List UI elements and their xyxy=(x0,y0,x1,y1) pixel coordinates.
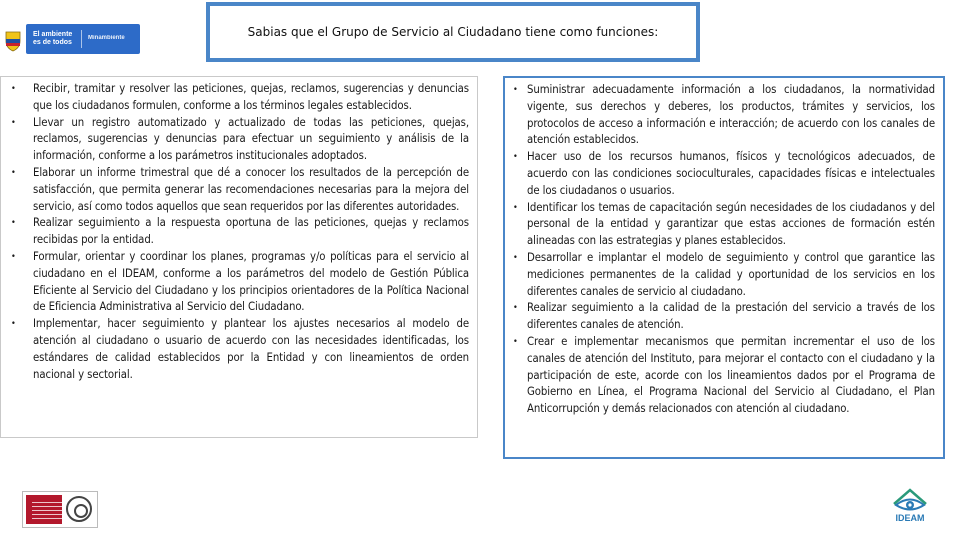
right-functions-panel xyxy=(503,76,945,459)
page-title: Sabias que el Grupo de Servicio al Ciudadano tiene como funciones: xyxy=(247,25,659,39)
ministry-name: Minambiente xyxy=(88,35,125,41)
certification-logo xyxy=(22,491,98,528)
list-item: • Crear e implementar mecanismos que permitan incrementar el uso de los canales de atención del Instituto, para mejorar el contacto con el ciudadano y la participación de este, acorde con los lineamientos dados por el Programa de Gobierno en Línea, el Programa Nacional del Servicio al Ciudadano, el Plan Anticorrupción y demás relacionados con atención al ciudadano. xyxy=(527,334,935,418)
logo-line-2: es de todos xyxy=(33,39,72,46)
certification-badge xyxy=(26,495,62,524)
list-item: • Hacer uso de los recursos humanos, físicos y tecnológicos adecuados, de acuerdo con las condiciones socioculturales, capacidades físicas e intelectuales de los ciudadanos o usuarios. xyxy=(527,149,935,199)
logo-divider xyxy=(81,30,82,48)
colombia-crest-icon xyxy=(3,30,23,52)
list-item: • Desarrollar e implantar el modelo de seguimiento y control que garantice las mediciones permanentes de la calidad y oportunidad de los servicios en los diferentes canales de servicio al ciudadano. xyxy=(527,250,935,300)
left-functions-list xyxy=(1,77,477,383)
logo-line-1: El ambiente xyxy=(33,31,73,38)
list-item: • Implementar, hacer seguimiento y plantear los ajustes necesarios al modelo de atención al ciudadano o usuario de acuerdo con las necesidades identificadas, los estándares de calidad establecidos por la Entidad y con lineamientos de orden nacional y sectorial. xyxy=(33,316,469,383)
list-item: • Realizar seguimiento a la respuesta oportuna de las peticiones, quejas y reclamos recibidas por la entidad. xyxy=(33,215,469,249)
right-functions-list xyxy=(505,78,943,418)
list-item: • Realizar seguimiento a la calidad de la prestación del servicio a través de los diferentes canales de atención. xyxy=(527,300,935,334)
ministry-logo xyxy=(26,24,140,54)
title-box xyxy=(206,2,700,62)
list-item: • Recibir, tramitar y resolver las peticiones, quejas, reclamos, sugerencias y denuncias que los ciudadanos formulen, conforme a los términos legales establecidos. xyxy=(33,81,469,115)
header-logo xyxy=(0,24,140,54)
list-item: • Suministrar adecuadamente información a los ciudadanos, la normatividad vigente, sus derechos y deberes, los productos, trámites y servicios, los protocolos de acceso a información e interacción; de acuerdo con los canales de atención establecidos. xyxy=(527,82,935,149)
ideam-logo xyxy=(888,486,932,526)
ideam-label: IDEAM xyxy=(895,513,925,523)
list-item: • Elaborar un informe trimestral que dé a conocer los resultados de la percepción de satisfacción, que permita generar las recomendaciones necesarias para la mejora del servicio, así como todos aquellos que sean requeridos por las diferentes autoridades. xyxy=(33,165,469,215)
left-functions-panel xyxy=(0,76,478,438)
list-item: • Formular, orientar y coordinar los planes, programas y/o políticas para el servicio al ciudadano en el IDEAM, conforme a los parámetros del modelo de Gestión Pública Eficiente al Servicio del Ciudadano y los principios orientadores de la Política Nacional de Eficiencia Administrativa al Servicio del Ciudadano. xyxy=(33,249,469,316)
ideam-eye-icon xyxy=(888,486,932,514)
certification-seal-icon xyxy=(66,496,92,522)
list-item: • Identificar los temas de capacitación según necesidades de los ciudadanos y del personal de la entidad y garantizar que estas acciones de formación estén alineadas con las estrategias y planes establecidos. xyxy=(527,200,935,250)
list-item: • Llevar un registro automatizado y actualizado de todas las peticiones, quejas, reclamos, sugerencias y denuncias para efectuar un seguimiento y análisis de la información, conforme a los parámetros institucionales adoptados. xyxy=(33,115,469,165)
